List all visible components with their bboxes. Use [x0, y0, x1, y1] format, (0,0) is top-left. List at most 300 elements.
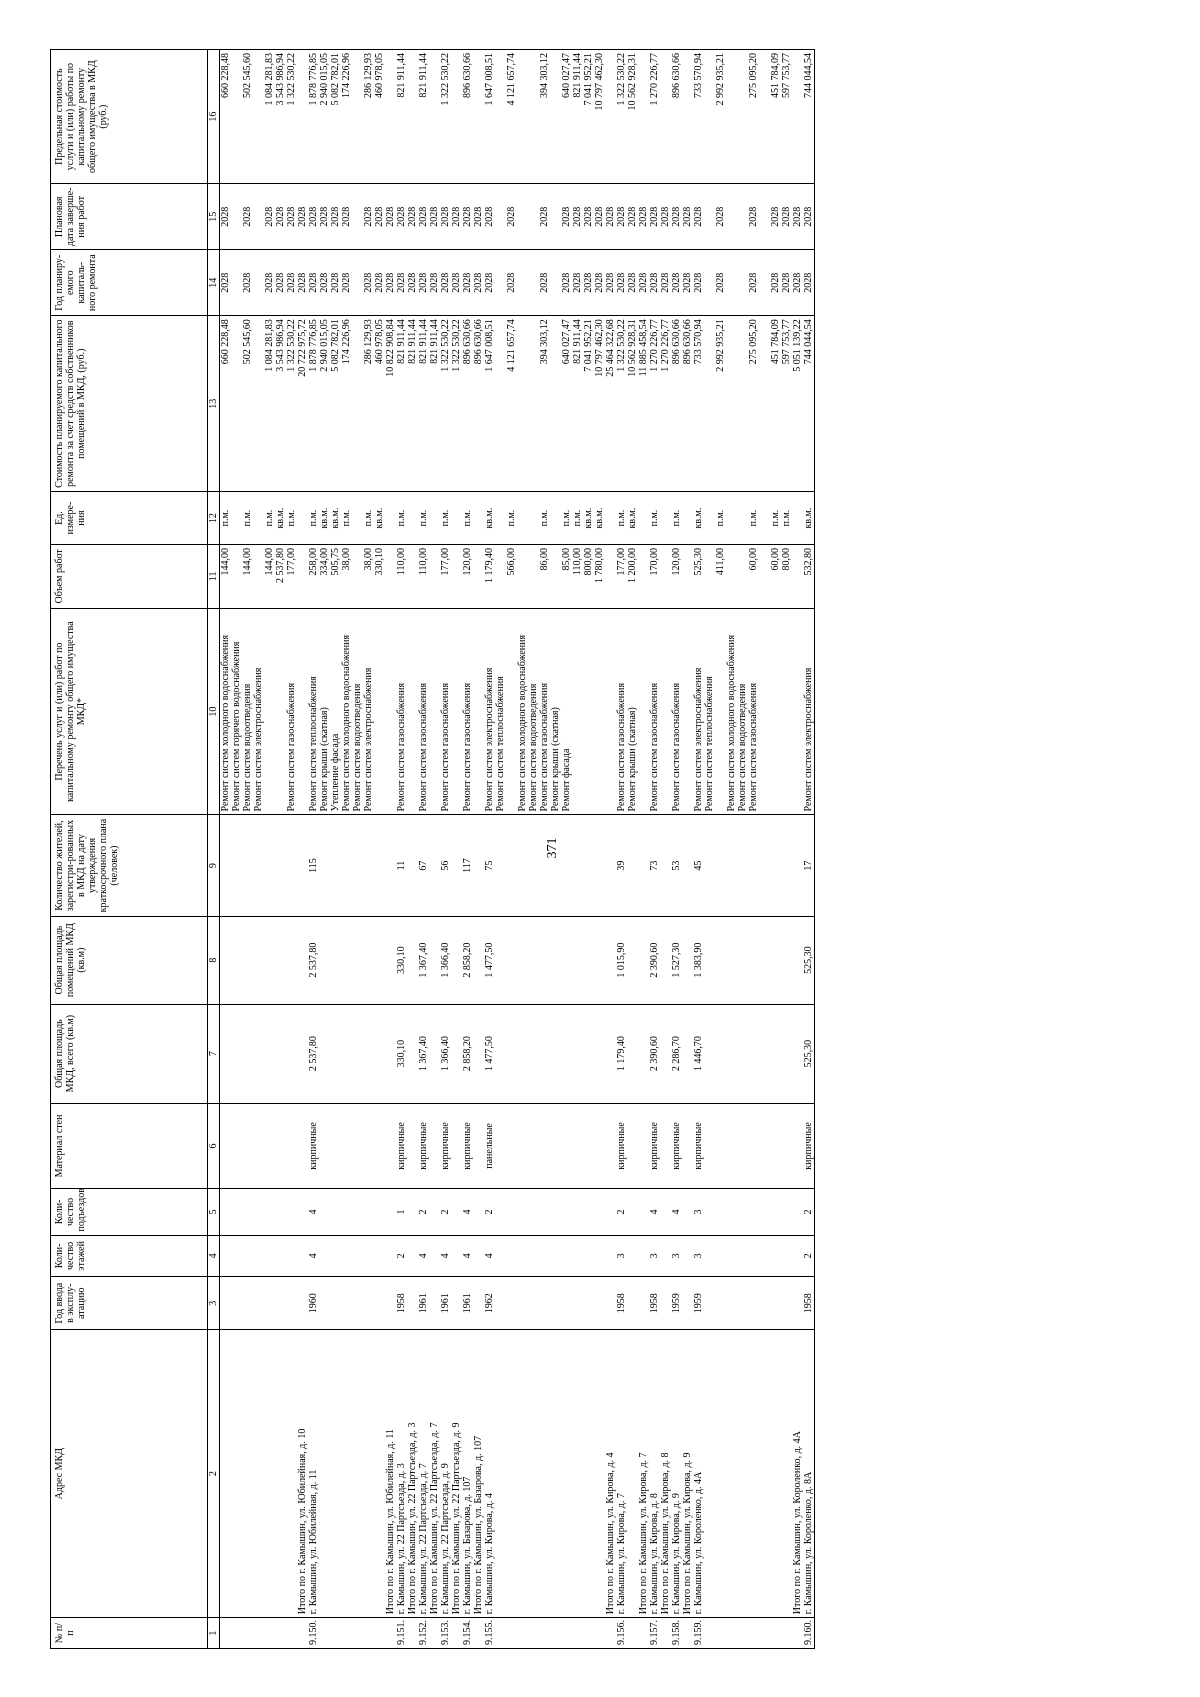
- cell-line: 2028: [715, 206, 726, 227]
- cell-line: 2028: [484, 206, 495, 227]
- table-row: [286, 49, 308, 1648]
- cell-c12: [308, 491, 319, 544]
- cell-c3: 1958: [616, 1276, 638, 1329]
- cell-c14: [484, 249, 605, 315]
- cell-line: 821 911,44: [418, 52, 429, 98]
- cell-c6: [660, 1103, 671, 1189]
- cell-c1: 9.156.: [616, 1617, 638, 1648]
- cell-c11: [319, 544, 385, 608]
- cell-line: 177,00: [286, 547, 297, 575]
- column-number-6: 6: [208, 1103, 220, 1189]
- cell-line: [792, 611, 803, 811]
- cell-line: Итого по г. Камышин, ул. Кирова, д. 7: [638, 1451, 649, 1614]
- cell-c5: 2: [484, 1188, 605, 1234]
- cell-c12: [682, 491, 693, 544]
- cell-line: 1 780,00: [594, 547, 605, 583]
- cell-line: 2028: [605, 206, 616, 227]
- cell-line: Ремонт систем холодного водоснабжения: [517, 634, 528, 811]
- cell-c12: [429, 491, 440, 544]
- cell-line: 1 322 530,22: [286, 318, 297, 372]
- cell-c16: [286, 49, 308, 183]
- cell-c7: [451, 1004, 462, 1103]
- cell-c8: 1 383,90: [693, 916, 792, 1004]
- cell-line: [550, 53, 561, 180]
- cell-c12: [693, 491, 792, 544]
- cell-c14: [319, 249, 385, 315]
- cell-c12: [649, 491, 660, 544]
- cell-c13: [649, 315, 660, 491]
- cell-c6: [473, 1103, 484, 1189]
- cell-line: п.м.: [242, 509, 253, 526]
- cell-line: [407, 547, 418, 604]
- cell-c7: 1 446,70: [693, 1004, 792, 1103]
- cell-c3: [220, 1276, 287, 1329]
- cell-line: 2028: [792, 206, 803, 227]
- cell-c15: [429, 183, 440, 249]
- cell-c10: [638, 608, 649, 815]
- cell-line: 2028: [297, 206, 308, 227]
- cell-c14: [671, 249, 682, 315]
- cell-c16: [605, 49, 616, 183]
- cell-line: кв.м.: [583, 507, 594, 529]
- cell-c8: [605, 916, 616, 1004]
- cell-c15: [440, 183, 451, 249]
- cell-line: 2028: [451, 272, 462, 293]
- cell-c10: [484, 608, 605, 815]
- cell-c10: [385, 608, 396, 815]
- column-header-3: Год ввода в эксплу-атацию: [51, 1276, 208, 1329]
- cell-c6: кирпичные: [649, 1103, 660, 1189]
- cell-c2: [385, 1329, 396, 1617]
- cell-line: 1 179,40: [484, 547, 495, 583]
- cell-line: [385, 53, 396, 180]
- cell-line: 2028: [484, 272, 495, 293]
- cell-c15: [308, 183, 319, 249]
- cell-line: [286, 1333, 297, 1614]
- table-row: [220, 49, 287, 1648]
- cell-line: 1 878 776,85: [308, 318, 319, 372]
- cell-c10: [671, 608, 682, 815]
- cell-c11: [484, 544, 605, 608]
- cell-line: [385, 547, 396, 604]
- cell-c4: [473, 1235, 484, 1277]
- column-number-9: 9: [208, 814, 220, 915]
- cell-line: 1 084 281,83: [264, 52, 275, 105]
- cell-c10: [220, 608, 287, 815]
- cell-c1: [407, 1617, 418, 1648]
- cell-line: 2028: [242, 272, 253, 293]
- cell-c9: 117: [462, 814, 473, 915]
- cell-line: [660, 547, 671, 604]
- cell-line: [550, 319, 561, 488]
- cell-c13: [407, 315, 418, 491]
- cell-c11: [682, 544, 693, 608]
- cell-line: 640 027,47: [561, 52, 572, 98]
- cell-c1: [429, 1617, 440, 1648]
- cell-c6: [638, 1103, 649, 1189]
- cell-line: Ремонт систем газоснабжения: [616, 682, 627, 811]
- cell-c14: [638, 249, 649, 315]
- cell-line: [495, 319, 506, 488]
- cell-line: 2028: [363, 206, 374, 227]
- cell-line: 25 464 322,68: [605, 318, 616, 377]
- cell-c9: [638, 814, 649, 915]
- table-row: [418, 49, 429, 1648]
- cell-line: 10 797 462,30: [594, 318, 605, 377]
- cell-line: 2028: [363, 272, 374, 293]
- cell-c7: [407, 1004, 418, 1103]
- cell-c1: [682, 1617, 693, 1648]
- cell-c1: [451, 1617, 462, 1648]
- cell-c2: [286, 1329, 308, 1617]
- cell-line: [737, 187, 748, 246]
- cell-line: 2028: [308, 206, 319, 227]
- column-number-14: 14: [208, 249, 220, 315]
- cell-c13: [451, 315, 462, 491]
- cell-line: 2028: [539, 206, 550, 227]
- cell-line: Ремонт крыши (скатная): [319, 706, 330, 811]
- cell-c5: 4: [671, 1188, 682, 1234]
- cell-line: Итого по г. Камышин, ул. 22 Партсъезда, д. 9: [451, 1422, 462, 1614]
- cell-c6: панельные: [484, 1103, 605, 1189]
- table-row: [803, 49, 815, 1648]
- cell-line: 896 630,66: [671, 318, 682, 364]
- cell-line: 2028: [220, 206, 231, 227]
- cell-c3: 1958: [396, 1276, 407, 1329]
- cell-line: Ремонт систем электроснабжения: [484, 667, 495, 811]
- cell-line: 38,00: [341, 547, 352, 570]
- cell-line: 640 027,47: [561, 318, 572, 364]
- table-row: [649, 49, 660, 1648]
- cell-c4: [605, 1235, 616, 1277]
- cell-c3: [451, 1276, 462, 1329]
- cell-line: кв.м.: [374, 507, 385, 529]
- cell-c11: [462, 544, 473, 608]
- cell-line: [517, 547, 528, 604]
- cell-line: [715, 611, 726, 811]
- cell-line: 2028: [330, 272, 341, 293]
- column-number-5: 5: [208, 1188, 220, 1234]
- cell-c8: [220, 916, 287, 1004]
- cell-line: 597 753,77: [781, 52, 792, 98]
- cell-c7: 525,30: [803, 1004, 815, 1103]
- cell-line: [429, 611, 440, 811]
- cell-line: Итого по г. Камышин, ул. Короленко, д. 4А: [792, 1430, 803, 1614]
- cell-line: [528, 495, 539, 541]
- cell-c14: [682, 249, 693, 315]
- cell-c9: 11: [396, 814, 407, 915]
- cell-c8: [792, 916, 803, 1004]
- cell-line: 2028: [649, 272, 660, 293]
- cell-line: 1 322 530,22: [440, 52, 451, 105]
- cell-c10: [418, 608, 429, 815]
- cell-c9: [385, 814, 396, 915]
- cell-line: [704, 547, 715, 604]
- cell-c7: [638, 1004, 649, 1103]
- cell-c3: [473, 1276, 484, 1329]
- cell-c2: [803, 1329, 815, 1617]
- cell-line: 2028: [627, 206, 638, 227]
- cell-c5: [660, 1188, 671, 1234]
- cell-c4: [407, 1235, 418, 1277]
- cell-c16: [803, 49, 815, 183]
- cell-c4: [385, 1235, 396, 1277]
- cell-line: 2028: [748, 206, 759, 227]
- cell-line: [792, 547, 803, 604]
- cell-c7: 1 179,40: [616, 1004, 638, 1103]
- cell-line: 821 911,44: [572, 52, 583, 98]
- cell-c15: [693, 183, 792, 249]
- cell-c8: 1 366,40: [440, 916, 451, 1004]
- cell-line: 1 200,00: [627, 547, 638, 583]
- cell-line: 2028: [781, 206, 792, 227]
- cell-line: 1 270 226,77: [660, 318, 671, 372]
- cell-c13: [396, 315, 407, 491]
- cell-line: 2028: [440, 206, 451, 227]
- cell-line: [385, 495, 396, 541]
- cell-c1: [286, 1617, 308, 1648]
- cell-c6: [220, 1103, 287, 1189]
- cell-line: [550, 187, 561, 246]
- cell-line: [682, 53, 693, 180]
- cell-c14: [396, 249, 407, 315]
- table-row: [616, 49, 638, 1648]
- cell-c7: [682, 1004, 693, 1103]
- cell-c6: [605, 1103, 616, 1189]
- column-number-10: 10: [208, 608, 220, 815]
- cell-c7: [220, 1004, 287, 1103]
- cell-c14: [462, 249, 473, 315]
- cell-c15: [418, 183, 429, 249]
- table-row: [440, 49, 451, 1648]
- cell-c10: [308, 608, 319, 815]
- cell-c2: [451, 1329, 462, 1617]
- cell-c10: [396, 608, 407, 815]
- cell-c11: [616, 544, 638, 608]
- cell-line: 2 992 935,21: [715, 52, 726, 105]
- cell-line: 60,00: [770, 547, 781, 570]
- cell-line: [231, 187, 242, 246]
- cell-c6: кирпичные: [462, 1103, 473, 1189]
- cell-c9: [407, 814, 418, 915]
- cell-c16: [462, 49, 473, 183]
- cell-line: 2028: [638, 206, 649, 227]
- cell-c7: 2 286,70: [671, 1004, 682, 1103]
- cell-line: 177,00: [440, 547, 451, 575]
- cell-c2: [319, 1329, 385, 1617]
- cell-line: п.м.: [715, 509, 726, 526]
- cell-c3: 1958: [649, 1276, 660, 1329]
- cell-c16: [418, 49, 429, 183]
- cell-line: п.м.: [781, 509, 792, 526]
- cell-c5: 3: [693, 1188, 792, 1234]
- cell-line: [517, 319, 528, 488]
- cell-c8: [451, 916, 462, 1004]
- cell-c11: [429, 544, 440, 608]
- cell-c12: [220, 491, 287, 544]
- cell-line: [682, 547, 693, 604]
- cell-c8: 525,30: [803, 916, 815, 1004]
- cell-line: г. Камышин, ул. Юбилейная, д. 11: [308, 1469, 319, 1614]
- cell-c11: [440, 544, 451, 608]
- cell-line: Ремонт фасада: [561, 748, 572, 811]
- cell-c6: [407, 1103, 418, 1189]
- cell-line: [231, 547, 242, 604]
- cell-line: [759, 495, 770, 541]
- cell-c12: [638, 491, 649, 544]
- cell-line: 660 228,48: [220, 52, 231, 98]
- cell-line: г. Камышин, ул. 22 Партсъезда, д. 9: [440, 1462, 451, 1614]
- cell-c14: [407, 249, 418, 315]
- cell-line: [506, 611, 517, 811]
- cell-c11: [451, 544, 462, 608]
- cell-c3: 1959: [671, 1276, 682, 1329]
- cell-c6: кирпичные: [440, 1103, 451, 1189]
- cell-line: 2028: [803, 206, 814, 227]
- cell-c11: [220, 544, 287, 608]
- cell-c14: [440, 249, 451, 315]
- cell-c12: [451, 491, 462, 544]
- cell-line: 821 911,44: [418, 318, 429, 364]
- cell-line: [352, 253, 363, 312]
- cell-line: 144,00: [242, 547, 253, 575]
- cell-c13: [671, 315, 682, 491]
- cell-line: 2028: [319, 272, 330, 293]
- cell-c13: [803, 315, 815, 491]
- cell-c12: [473, 491, 484, 544]
- cell-c5: 1: [396, 1188, 407, 1234]
- cell-line: 334,00: [319, 547, 330, 575]
- column-header-6: Материал стен: [51, 1103, 208, 1189]
- cell-c12: [407, 491, 418, 544]
- cell-line: [737, 495, 748, 541]
- cell-c1: 9.152.: [418, 1617, 429, 1648]
- cell-line: 733 570,94: [693, 318, 704, 364]
- cell-line: Ремонт систем горячего водоснабжения: [231, 641, 242, 811]
- cell-line: 896 630,66: [462, 52, 473, 98]
- cell-line: [231, 495, 242, 541]
- cell-c3: [638, 1276, 649, 1329]
- cell-c9: [473, 814, 484, 915]
- cell-line: 60,00: [748, 547, 759, 570]
- cell-line: 2028: [407, 272, 418, 293]
- cell-c14: [220, 249, 287, 315]
- cell-c11: [286, 544, 308, 608]
- cell-c15: [220, 183, 287, 249]
- cell-line: [352, 319, 363, 488]
- cell-c14: [286, 249, 308, 315]
- cell-c14: [649, 249, 660, 315]
- cell-c14: [605, 249, 616, 315]
- cell-line: кв.м.: [803, 507, 814, 529]
- cell-c16: [649, 49, 660, 183]
- cell-c15: [451, 183, 462, 249]
- cell-line: 502 545,60: [242, 318, 253, 364]
- column-number-8: 8: [208, 916, 220, 1004]
- cell-c8: [407, 916, 418, 1004]
- table-row: [671, 49, 682, 1648]
- cell-line: 286 129,93: [363, 52, 374, 98]
- cell-c2: [429, 1329, 440, 1617]
- cell-line: 5 051 139,22: [792, 318, 803, 372]
- cell-line: п.м.: [748, 509, 759, 526]
- cell-c6: кирпичные: [418, 1103, 429, 1189]
- cell-line: 1 322 530,22: [286, 52, 297, 105]
- cell-line: 2028: [594, 272, 605, 293]
- cell-line: 177,00: [616, 547, 627, 575]
- column-header-4: Коли-чество этажей: [51, 1235, 208, 1277]
- cell-line: [550, 495, 561, 541]
- cell-line: [352, 495, 363, 541]
- cell-line: 3 543 986,94: [275, 318, 286, 372]
- cell-c11: [308, 544, 319, 608]
- cell-line: 2028: [682, 206, 693, 227]
- cell-c14: [693, 249, 792, 315]
- cell-line: [495, 547, 506, 604]
- cell-c13: [286, 315, 308, 491]
- cell-line: 460 978,05: [374, 318, 385, 364]
- cell-c14: [451, 249, 462, 315]
- cell-line: 896 630,66: [473, 318, 484, 364]
- cell-c1: 9.154.: [462, 1617, 473, 1648]
- cell-c8: 1 367,40: [418, 916, 429, 1004]
- cell-line: 258,00: [308, 547, 319, 575]
- column-header-14: Год планиру-емого капиталь-ного ремонта: [51, 249, 208, 315]
- cell-line: п.м.: [770, 509, 781, 526]
- cell-line: п.м.: [363, 509, 374, 526]
- cell-line: 2028: [660, 272, 671, 293]
- cell-line: 2028: [418, 272, 429, 293]
- cell-c3: [286, 1276, 308, 1329]
- cell-line: 597 753,77: [781, 318, 792, 364]
- cell-c10: [440, 608, 451, 815]
- cell-line: п.м.: [286, 509, 297, 526]
- cell-line: 2028: [803, 272, 814, 293]
- cell-line: 1 647 008,51: [484, 318, 495, 372]
- cell-c6: кирпичные: [396, 1103, 407, 1189]
- cell-line: 174 226,96: [341, 52, 352, 98]
- cell-line: кв.м.: [693, 507, 704, 529]
- cell-c4: [220, 1235, 287, 1277]
- cell-line: Ремонт систем холодного водоснабжения: [341, 634, 352, 811]
- cell-line: 2028: [792, 272, 803, 293]
- cell-c12: [462, 491, 473, 544]
- cell-line: 2028: [264, 272, 275, 293]
- cell-line: 2028: [616, 272, 627, 293]
- cell-line: Ремонт систем газоснабжения: [671, 682, 682, 811]
- cell-c6: кирпичные: [671, 1103, 682, 1189]
- table-row: [484, 49, 605, 1648]
- cell-c15: [792, 183, 803, 249]
- cell-line: [605, 53, 616, 180]
- cell-c8: 1 477,50: [484, 916, 605, 1004]
- cell-line: [495, 187, 506, 246]
- cell-c4: [660, 1235, 671, 1277]
- cell-c8: [385, 916, 396, 1004]
- cell-line: [726, 319, 737, 488]
- table-row: [682, 49, 693, 1648]
- cell-c12: [286, 491, 308, 544]
- cell-line: [704, 187, 715, 246]
- cell-line: п.м.: [572, 509, 583, 526]
- cell-c1: [385, 1617, 396, 1648]
- cell-line: 10 797 462,30: [594, 52, 605, 110]
- cell-line: 2 940 015,05: [319, 52, 330, 105]
- cell-c16: [616, 49, 638, 183]
- cell-line: Ремонт систем холодного водоснабжения: [220, 634, 231, 811]
- cell-c15: [473, 183, 484, 249]
- cell-line: [517, 495, 528, 541]
